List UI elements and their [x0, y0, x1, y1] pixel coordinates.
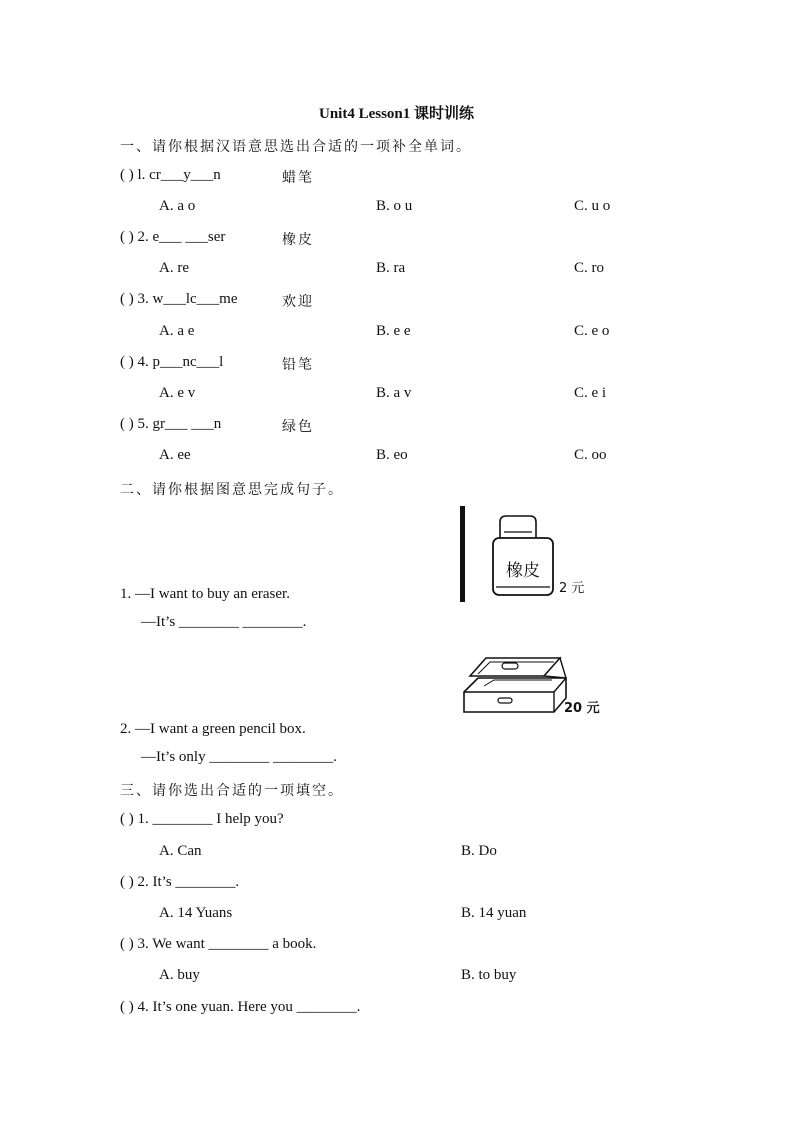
- section-3-heading: 三、请你选出合适的一项填空。: [120, 783, 344, 799]
- s1-q1-option-a: A. a o: [159, 198, 196, 214]
- eraser-price: 2 元: [559, 581, 585, 596]
- s1-q3-stem: ( ) 3. w___lc___me: [120, 291, 238, 307]
- s1-q1-chinese: 蜡笔: [282, 170, 314, 186]
- s1-q4-option-c: C. e i: [574, 385, 607, 401]
- s1-q2-option-a: A. re: [159, 260, 189, 276]
- s3-q4-stem: ( ) 4. It’s one yuan. Here you ________.: [120, 999, 361, 1015]
- s3-q3-stem: ( ) 3. We want ________ a book.: [120, 936, 317, 952]
- s1-q5-option-a: A. ee: [159, 447, 191, 463]
- s1-q5-stem: ( ) 5. gr___ ___n: [120, 416, 222, 432]
- page-title: Unit4 Lesson1 课时训练: [318, 106, 475, 122]
- s3-q2-stem: ( ) 2. It’s ________.: [120, 874, 240, 890]
- s1-q4-option-b: B. a v: [376, 385, 412, 401]
- eraser-label: 橡皮: [506, 561, 540, 581]
- s2-item1-answer: —It’s ________ ________.: [141, 614, 307, 630]
- s1-q3-option-c: C. e o: [574, 323, 610, 339]
- s1-q1-option-b: B. o u: [376, 198, 413, 214]
- pencil-box-icon: [464, 658, 566, 712]
- s3-q2-option-b: B. 14 yuan: [461, 905, 527, 921]
- s1-q2-chinese: 橡皮: [282, 232, 314, 248]
- s1-q5-chinese: 绿色: [282, 419, 314, 435]
- s1-q3-chinese: 欢迎: [282, 294, 314, 310]
- s2-item1-question: 1. —I want to buy an eraser.: [120, 586, 290, 602]
- pencil-box-price: 20 元: [564, 701, 600, 716]
- s1-q2-stem: ( ) 2. e___ ___ser: [120, 229, 226, 245]
- s1-q3-option-b: B. e e: [376, 323, 411, 339]
- s3-q3-option-a: A. buy: [159, 967, 200, 983]
- s3-q2-option-a: A. 14 Yuans: [159, 905, 233, 921]
- s2-item2-answer: —It’s only ________ ________.: [141, 749, 337, 765]
- divider-bar: [460, 506, 465, 602]
- s3-q1-option-b: B. Do: [461, 843, 497, 859]
- s1-q3-option-a: A. a e: [159, 323, 195, 339]
- s3-q3-option-b: B. to buy: [461, 967, 517, 983]
- s1-q1-option-c: C. u o: [574, 198, 611, 214]
- s1-q1-stem: ( ) l. cr___y___n: [120, 167, 221, 183]
- s1-q4-chinese: 铅笔: [282, 357, 314, 373]
- section-2-heading: 二、请你根据图意思完成句子。: [120, 482, 344, 498]
- s1-q2-option-b: B. ra: [376, 260, 406, 276]
- s1-q2-option-c: C. ro: [574, 260, 604, 276]
- s2-item2-question: 2. —I want a green pencil box.: [120, 721, 306, 737]
- eraser-picture: [456, 504, 596, 604]
- s1-q5-option-b: B. eo: [376, 447, 408, 463]
- s1-q4-stem: ( ) 4. p___nc___l: [120, 354, 224, 370]
- s1-q4-option-a: A. e v: [159, 385, 196, 401]
- section-1-heading: 一、请你根据汉语意思选出合适的一项补全单词。: [120, 139, 472, 155]
- s1-q5-option-c: C. oo: [574, 447, 607, 463]
- s3-q1-option-a: A. Can: [159, 843, 202, 859]
- pencil-box-picture: [458, 650, 603, 722]
- s3-q1-stem: ( ) 1. ________ I help you?: [120, 811, 284, 827]
